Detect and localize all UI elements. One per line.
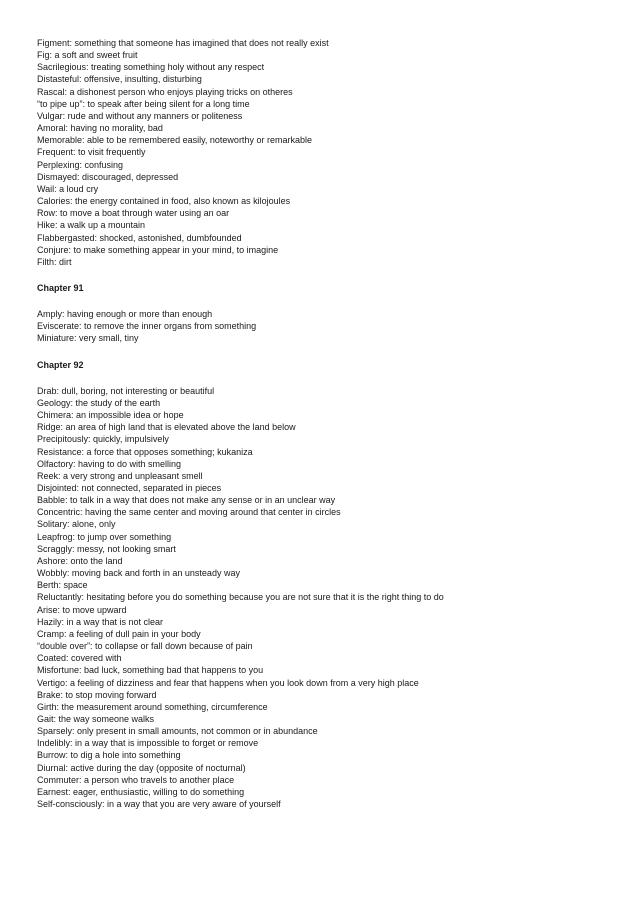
vocabulary-entry: Diurnal: active during the day (opposite of nocturnal) [37, 762, 246, 773]
vocabulary-entry: Dismayed: discouraged, depressed [37, 171, 179, 182]
vocabulary-entry: Perplexing: confusing [37, 159, 124, 170]
vocabulary-entry: Reek: a very strong and unpleasant smell [37, 470, 203, 481]
vocabulary-entry: Amply: having enough or more than enough [37, 309, 213, 320]
vocabulary-entry: Solitary: alone, only [37, 519, 116, 530]
vocabulary-entry: Fig: a soft and sweet fruit [37, 50, 138, 61]
vocabulary-entry: Brake: to stop moving forward [37, 689, 157, 700]
vocabulary-entry: Resistance: a force that opposes something; kukaniza [37, 446, 253, 457]
vocabulary-entry: Wobbly: moving back and forth in an unsteady way [37, 568, 240, 579]
vocabulary-entry: Sacrilegious: treating something holy without any respect [37, 62, 265, 73]
vocabulary-entry: Conjure: to make something appear in your mind, to imagine [37, 244, 279, 255]
vocabulary-entry: Vulgar: rude and without any manners or politeness [37, 110, 243, 121]
vocabulary-entry: Hike: a walk up a mountain [37, 220, 146, 231]
chapter-91-vocabulary-list [37, 308, 607, 344]
vocabulary-entry: Chimera: an impossible idea or hope [37, 410, 184, 421]
vocabulary-entry: Reluctantly: hesitating before you do something because you are not sure that it is the right thing to do [37, 592, 444, 603]
vocabulary-entry: Disjointed: not connected, separated in pieces [37, 483, 222, 493]
vocabulary-entry: Eviscerate: to remove the inner organs from something [37, 321, 257, 332]
vocabulary-entry: Scraggly: messy, not looking smart [37, 543, 176, 554]
vocabulary-entry: Olfactory: having to do with smelling [37, 458, 182, 469]
vocabulary-entry: Leapfrog: to jump over something [37, 531, 172, 542]
vocabulary-entry: Commuter: a person who travels to another place [37, 774, 235, 785]
vocabulary-entry: Geology: the study of the earth [37, 397, 161, 408]
vocabulary-entry: Hazily: in a way that is not clear [37, 616, 164, 627]
vocabulary-entry: Miniature: very small, tiny [37, 333, 139, 344]
vocabulary-entry: Filth: dirt [37, 256, 72, 267]
vocabulary-entry: Figment: something that someone has imagined that does not really exist [37, 38, 329, 48]
vocabulary-entry: Wail: a loud cry [37, 183, 99, 194]
vocabulary-entry: Ridge: an area of high land that is elevated above the land below [37, 422, 296, 433]
vocabulary-entry: Babble: to talk in a way that does not make any sense or in an unclear way [37, 495, 336, 506]
vocabulary-entry: Indelibly: in a way that is impossible to forget or remove [37, 738, 259, 749]
vocabulary-entry: Amoral: having no morality, bad [37, 123, 163, 134]
document-page [37, 37, 607, 810]
vocabulary-entry: Precipitously: quickly, impulsively [37, 434, 169, 445]
chapter-92-heading: Chapter 92 [37, 359, 84, 370]
vocabulary-entry: Frequent: to visit frequently [37, 147, 146, 158]
vocabulary-entry: Coated: covered with [37, 653, 122, 664]
vocabulary-entry: Vertigo: a feeling of dizziness and fear that happens when you look down from a very high place [37, 677, 419, 688]
vocabulary-entry: Distasteful: offensive, insulting, disturbing [37, 74, 202, 85]
vocabulary-entry: Drab: dull, boring, not interesting or beautiful [37, 385, 215, 396]
vocabulary-entry: Flabbergasted: shocked, astonished, dumbfounded [37, 232, 242, 243]
vocabulary-entry: Rascal: a dishonest person who enjoys playing tricks on otheres [37, 86, 293, 97]
vocabulary-entry: Burrow: to dig a hole into something [37, 750, 181, 761]
vocabulary-entry: Misfortune: bad luck, something bad that happens to you [37, 665, 264, 676]
vocabulary-entry: Gait: the way someone walks [37, 713, 155, 724]
vocabulary-entry: “to pipe up”: to speak after being silent for a long time [37, 98, 250, 109]
vocabulary-list-intro [37, 37, 607, 268]
vocabulary-entry: “double over”: to collapse or fall down because of pain [37, 641, 253, 652]
chapter-92-vocabulary-list [37, 385, 607, 810]
vocabulary-entry: Ashore: onto the land [37, 555, 123, 566]
vocabulary-entry: Arise: to move upward [37, 604, 127, 615]
vocabulary-entry: Calories: the energy contained in food, also known as kilojoules [37, 196, 291, 207]
vocabulary-entry: Sparsely: only present in small amounts, not common or in abundance [37, 726, 318, 737]
vocabulary-entry: Earnest: eager, enthusiastic, willing to do something [37, 786, 245, 797]
chapter-91-heading: Chapter 91 [37, 282, 84, 293]
vocabulary-entry: Row: to move a boat through water using an oar [37, 208, 230, 219]
vocabulary-entry: Girth: the measurement around something, circumference [37, 701, 268, 712]
vocabulary-entry: Berth: space [37, 580, 88, 591]
vocabulary-entry: Cramp: a feeling of dull pain in your body [37, 628, 201, 639]
vocabulary-entry: Concentric: having the same center and moving around that center in circles [37, 507, 341, 518]
vocabulary-entry: Memorable: able to be remembered easily, noteworthy or remarkable [37, 135, 312, 146]
vocabulary-entry: Self-consciously: in a way that you are very aware of yourself [37, 799, 281, 810]
